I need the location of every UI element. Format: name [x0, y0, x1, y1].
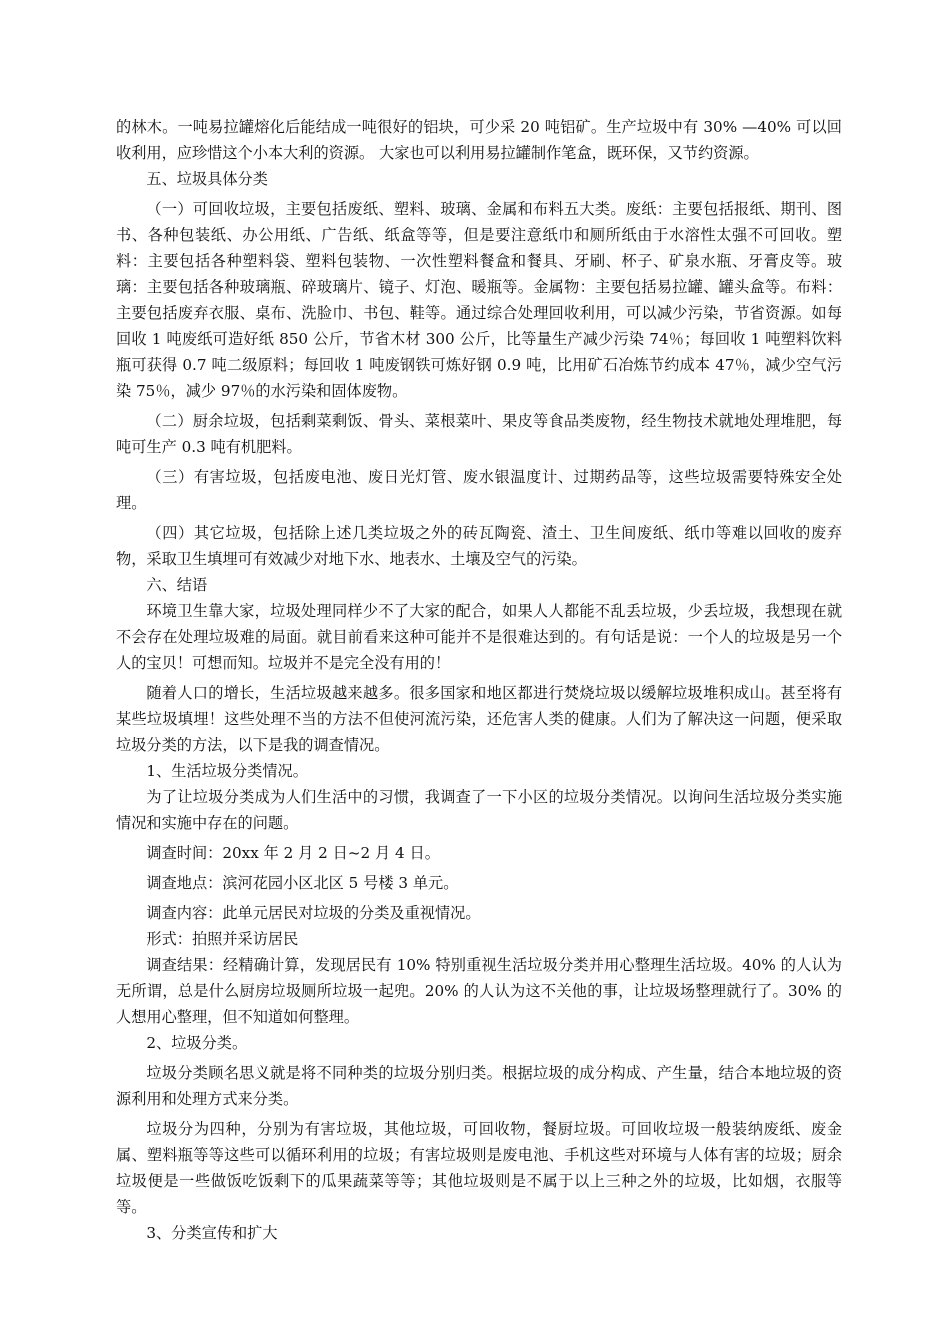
paragraph-classification-definition: 垃圾分类顾名思义就是将不同种类的垃圾分别归类。根据垃圾的成分构成、产生量，结合本地垃圾的资源利用和处理方式来分类。 [116, 1064, 842, 1108]
heading-survey-1: 1、生活垃圾分类情况。 [146, 762, 308, 780]
heading-section-5: 五、垃圾具体分类 [146, 170, 268, 188]
paragraph-hazardous-waste: （三）有害垃圾，包括废电池、废日光灯管、废水银温度计、过期药品等，这些垃圾需要特殊安全处理。 [116, 468, 842, 512]
paragraph-conclusion: 环境卫生靠大家，垃圾处理同样少不了大家的配合，如果人人都能不乱丢垃圾，少丢垃圾，我想现在就不会存在处理垃圾难的局面。就目前看来这种可能并不是很难达到的。有句话是说：一个人的垃圾是另一个人的宝贝！可想而知。垃圾并不是完全没有用的！ [116, 602, 842, 672]
survey-form: 形式：拍照并采访居民 [146, 930, 299, 948]
survey-content: 调查内容：此单元居民对垃圾的分类及重视情况。 [146, 904, 481, 922]
survey-location: 调查地点：滨河花园小区北区 5 号楼 3 单元。 [146, 874, 459, 892]
survey-results: 调查结果：经精确计算，发现居民有 10% 特别重视生活垃圾分类并用心整理生活垃圾。40% 的人认为无所谓，总是什么厨房垃圾厕所垃圾一起兜。20% 的人认为这不关他的事，让垃圾场整理就行了。30% 的人想用心整理，但不知道如何整理。 [116, 956, 842, 1026]
paragraph-kitchen-waste: （二）厨余垃圾，包括剩菜剩饭、骨头、菜根菜叶、果皮等食品类废物，经生物技术就地处理堆肥，每吨可生产 0.3 吨有机肥料。 [116, 412, 842, 456]
paragraph-survey-purpose: 为了让垃圾分类成为人们生活中的习惯，我调查了一下小区的垃圾分类情况。以询问生活垃圾分类实施情况和实施中存在的问题。 [116, 788, 842, 832]
paragraph-other-waste: （四）其它垃圾，包括除上述几类垃圾之外的砖瓦陶瓷、渣土、卫生间废纸、纸巾等难以回收的废弃物，采取卫生填埋可有效减少对地下水、地表水、土壤及空气的污染。 [116, 524, 842, 568]
paragraph-population-growth: 随着人口的增长，生活垃圾越来越多。很多国家和地区都进行焚烧垃圾以缓解垃圾堆积成山。甚至将有某些垃圾填埋！这些处理不当的方法不但使河流污染，还危害人类的健康。人们为了解决这一问题，便采取垃圾分类的方法，以下是我的调查情况。 [116, 684, 842, 754]
heading-section-6: 六、结语 [146, 576, 208, 594]
survey-time: 调查时间：20xx 年 2 月 2 日~2 月 4 日。 [146, 844, 440, 862]
paragraph-recyclable-waste: （一）可回收垃圾，主要包括废纸、塑料、玻璃、金属和布料五大类。废纸：主要包括报纸、期刊、图书、各种包装纸、办公用纸、广告纸、纸盒等等，但是要注意纸巾和厕所纸由于水溶性太强不可回收。塑料：主要包括各种塑料袋、塑料包装物、一次性塑料餐盒和餐具、牙刷、杯子、矿泉水瓶、牙膏皮等。玻璃：主要包括各种玻璃瓶、碎玻璃片、镜子、灯泡、暖瓶等。金属物：主要包括易拉罐、罐头盒等。布料：主要包括废弃衣服、桌布、洗脸巾、书包、鞋等。通过综合处理回收利用，可以减少污染，节省资源。如每回收 1 吨废纸可造好纸 850 公斤，节省木材 300 公斤，比等量生产减少污染 74％；每回收 1 吨塑料饮料瓶可获得 0.7 吨二级原料；每回收 1 吨废钢铁可炼好钢 0.9 吨，比用矿石冶炼节约成本 47％，减少空气污染 75％，减少 97％的水污染和固体废物。 [116, 200, 842, 400]
paragraph-four-categories: 垃圾分为四种，分别为有害垃圾，其他垃圾，可回收物，餐厨垃圾。可回收垃圾一般装纳废纸、废金属、塑料瓶等等这些可以循环利用的垃圾；有害垃圾则是废电池、手机这些对环境与人体有害的垃圾；厨余垃圾便是一些做饭吃饭剩下的瓜果蔬菜等等；其他垃圾则是不属于以上三种之外的垃圾，比如烟，衣服等等。 [116, 1120, 842, 1216]
heading-promotion-3: 3、分类宣传和扩大 [146, 1224, 278, 1242]
heading-classification-2: 2、垃圾分类。 [146, 1034, 248, 1052]
paragraph-recycling-intro: 的林木。一吨易拉罐熔化后能结成一吨很好的铝块，可少采 20 吨铝矿。生产垃圾中有 30% —40% 可以回收利用，应珍惜这个小本大利的资源。 大家也可以利用易拉罐制作笔盒，既环保，又节约资源。 [116, 118, 842, 162]
